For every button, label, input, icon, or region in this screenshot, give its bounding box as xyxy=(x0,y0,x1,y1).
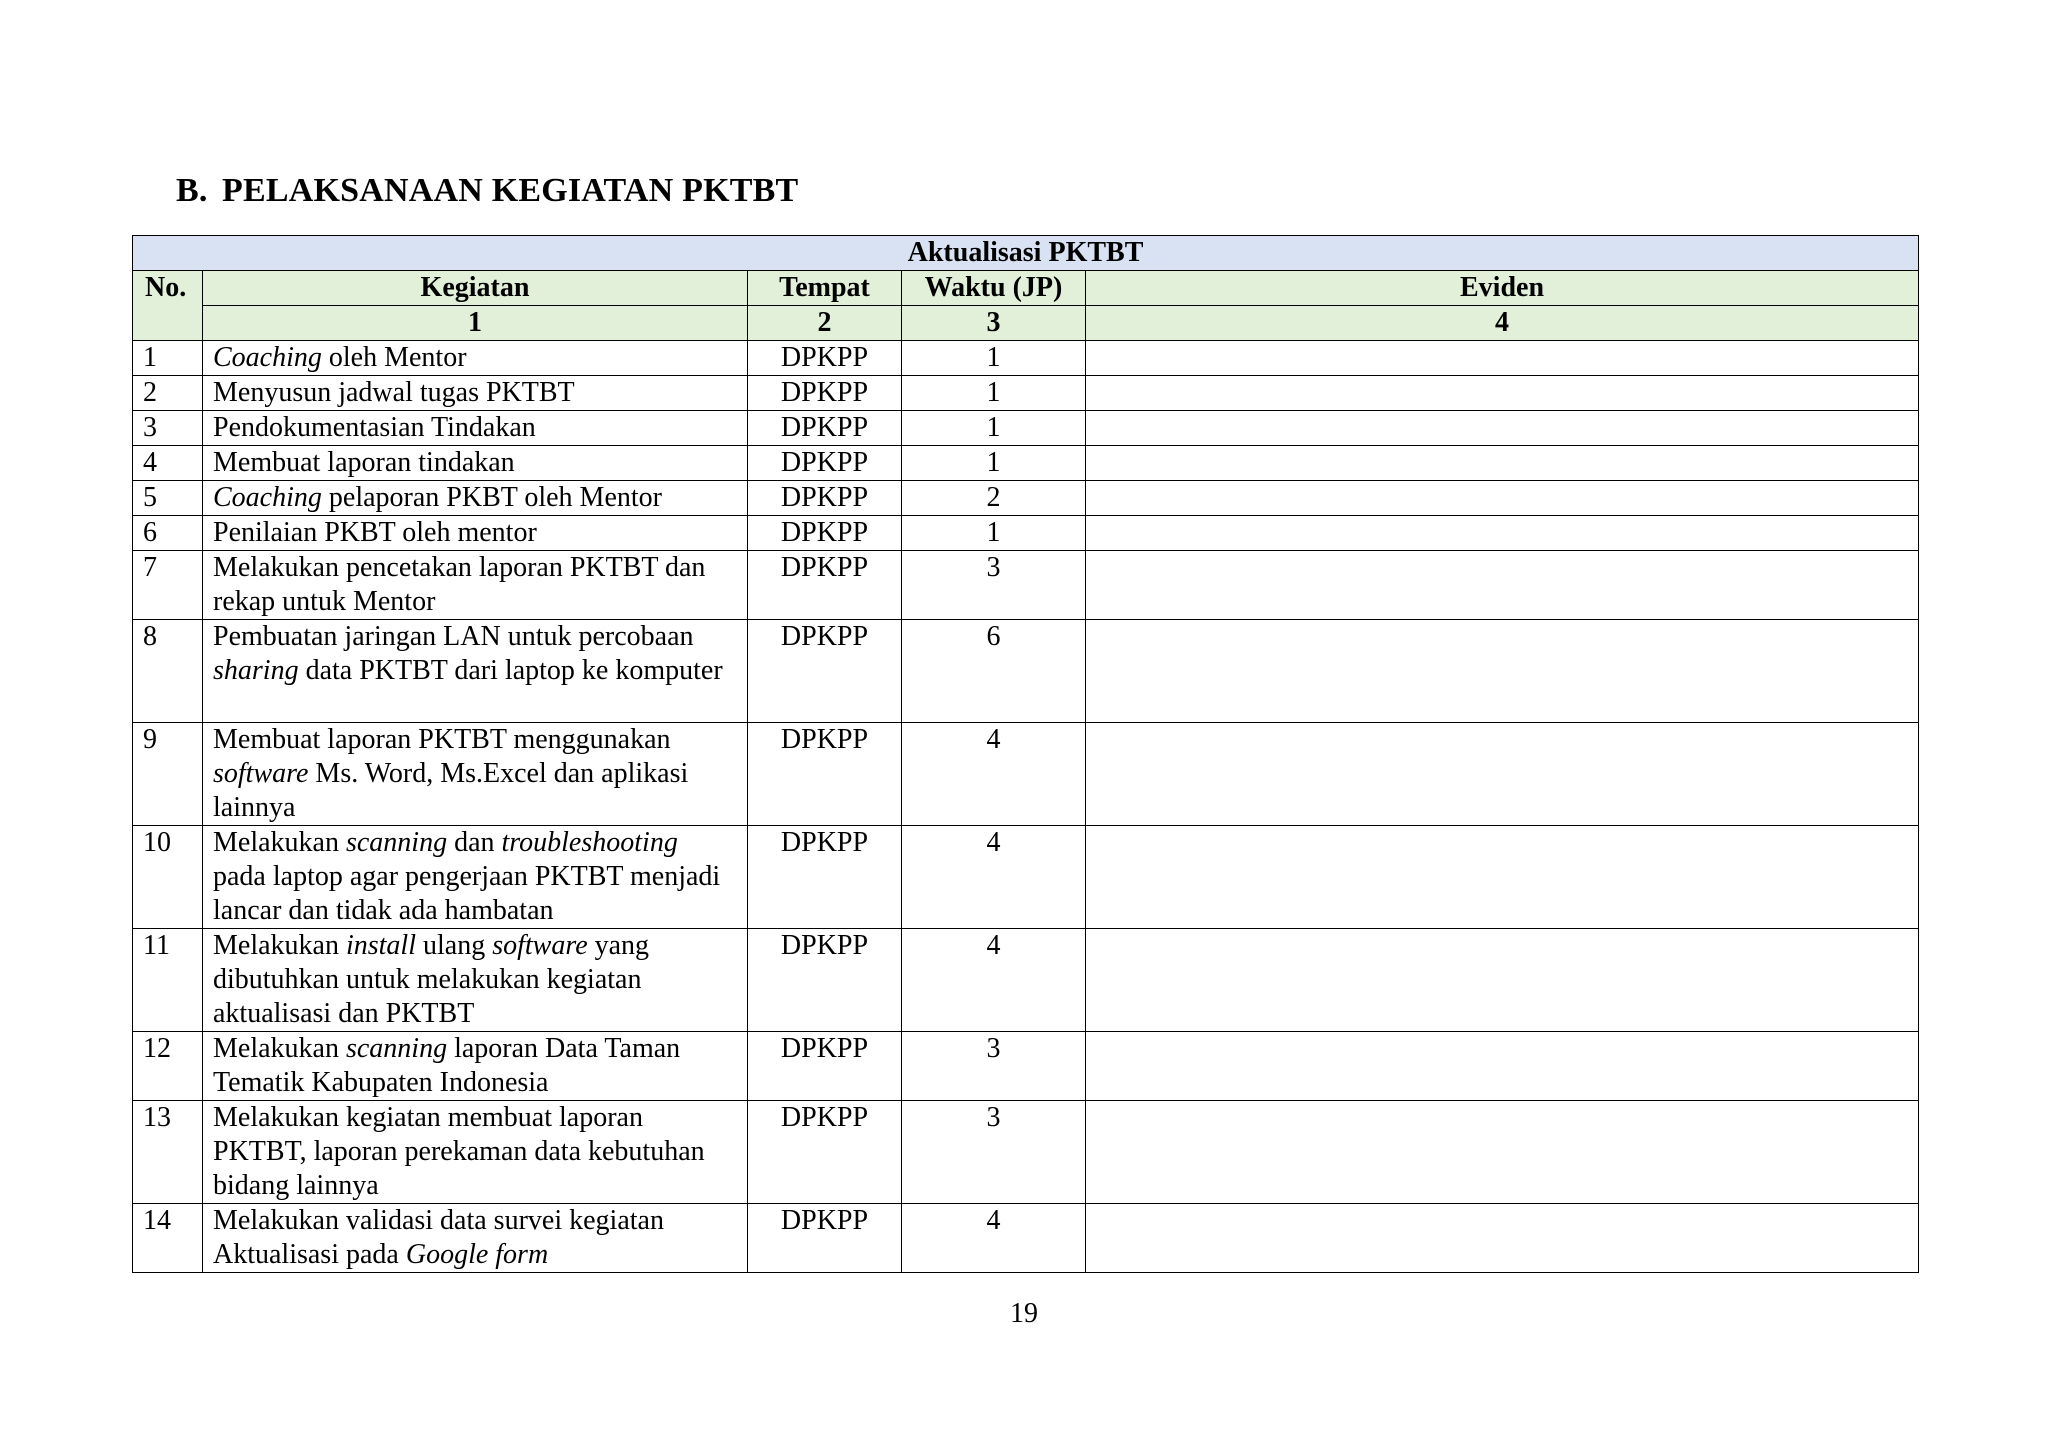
row-kegiatan xyxy=(203,516,748,551)
row-eviden xyxy=(1086,376,1919,411)
row-waktu: 1 xyxy=(902,341,1086,376)
row-kegiatan xyxy=(203,551,748,620)
table-row xyxy=(133,620,1919,723)
table-super-header-row xyxy=(133,236,1919,271)
kegiatan-italic-text: sharing xyxy=(213,655,299,686)
row-tempat: DPKPP xyxy=(748,411,902,446)
kegiatan-text: laporan Data Taman Tematik Kabupaten Indonesia xyxy=(213,1033,681,1098)
row-number: 4 xyxy=(133,446,203,481)
row-eviden xyxy=(1086,341,1919,376)
kegiatan-text: oleh Mentor xyxy=(321,342,467,373)
kegiatan-text: data PKTBT dari laptop ke komputer xyxy=(298,655,723,686)
column-number-1: 1 xyxy=(203,306,748,341)
kegiatan-italic-text: troubleshooting xyxy=(501,827,678,858)
row-eviden xyxy=(1086,1204,1919,1273)
row-waktu: 4 xyxy=(902,1204,1086,1273)
row-kegiatan xyxy=(203,481,748,516)
row-kegiatan xyxy=(203,826,748,929)
row-number: 7 xyxy=(133,551,203,620)
table-row xyxy=(133,411,1919,446)
kegiatan-text: Melakukan validasi data survei kegiatan Aktualisasi pada xyxy=(213,1205,664,1270)
row-kegiatan xyxy=(203,411,748,446)
row-tempat: DPKPP xyxy=(748,1101,902,1204)
row-number: 12 xyxy=(133,1032,203,1101)
table-row xyxy=(133,929,1919,1032)
row-kegiatan xyxy=(203,376,748,411)
section-title xyxy=(176,172,798,210)
row-number: 3 xyxy=(133,411,203,446)
table-row xyxy=(133,481,1919,516)
row-waktu: 4 xyxy=(902,929,1086,1032)
row-number: 11 xyxy=(133,929,203,1032)
kegiatan-italic-text: install xyxy=(345,930,416,961)
table-row xyxy=(133,1101,1919,1204)
kegiatan-italic-text: software xyxy=(492,930,588,961)
header-no: No. xyxy=(133,271,203,341)
row-eviden xyxy=(1086,446,1919,481)
section-number: B. xyxy=(176,172,208,209)
row-tempat: DPKPP xyxy=(748,551,902,620)
row-eviden xyxy=(1086,481,1919,516)
row-number: 10 xyxy=(133,826,203,929)
kegiatan-text: Membuat laporan PKTBT menggunakan xyxy=(213,724,671,755)
kegiatan-text: Membuat laporan tindakan xyxy=(213,447,515,478)
kegiatan-text: yang dibutuhkan untuk melakukan kegiatan aktualisasi dan PKTBT xyxy=(213,930,650,1029)
row-waktu: 1 xyxy=(902,446,1086,481)
row-number: 5 xyxy=(133,481,203,516)
row-tempat: DPKPP xyxy=(748,516,902,551)
row-eviden xyxy=(1086,516,1919,551)
row-waktu: 2 xyxy=(902,481,1086,516)
row-eviden xyxy=(1086,723,1919,826)
row-tempat: DPKPP xyxy=(748,929,902,1032)
table-row xyxy=(133,446,1919,481)
row-number: 2 xyxy=(133,376,203,411)
row-number: 14 xyxy=(133,1204,203,1273)
row-kegiatan xyxy=(203,929,748,1032)
row-kegiatan xyxy=(203,620,748,723)
kegiatan-text: Ms. Word, Ms.Excel dan aplikasi lainnya xyxy=(213,758,689,823)
kegiatan-text: dan xyxy=(447,827,502,858)
row-tempat: DPKPP xyxy=(748,376,902,411)
row-tempat: DPKPP xyxy=(748,341,902,376)
row-number: 8 xyxy=(133,620,203,723)
header-eviden: Eviden xyxy=(1086,271,1919,306)
row-tempat: DPKPP xyxy=(748,723,902,826)
kegiatan-text: pada laptop agar pengerjaan PKTBT menjadi lancar dan tidak ada hambatan xyxy=(213,861,721,926)
header-tempat: Tempat xyxy=(748,271,902,306)
kegiatan-italic-text: software xyxy=(213,758,309,789)
row-waktu: 3 xyxy=(902,551,1086,620)
page-number: 19 xyxy=(1010,1298,1038,1329)
table-header-row xyxy=(133,271,1919,306)
row-eviden xyxy=(1086,551,1919,620)
kegiatan-text: Penilaian PKBT oleh mentor xyxy=(213,517,537,548)
column-number-4: 4 xyxy=(1086,306,1919,341)
row-kegiatan xyxy=(203,723,748,826)
column-number-3: 3 xyxy=(902,306,1086,341)
table-row xyxy=(133,723,1919,826)
row-kegiatan xyxy=(203,1032,748,1101)
row-kegiatan xyxy=(203,446,748,481)
row-waktu: 4 xyxy=(902,826,1086,929)
row-tempat: DPKPP xyxy=(748,481,902,516)
kegiatan-text: pelaporan PKBT oleh Mentor xyxy=(321,482,662,513)
kegiatan-italic-text: scanning xyxy=(345,1033,448,1064)
row-waktu: 6 xyxy=(902,620,1086,723)
row-waktu: 1 xyxy=(902,376,1086,411)
row-eviden xyxy=(1086,929,1919,1032)
kegiatan-text: ulang xyxy=(415,930,493,961)
row-waktu: 4 xyxy=(902,723,1086,826)
row-number: 1 xyxy=(133,341,203,376)
row-kegiatan xyxy=(203,1204,748,1273)
kegiatan-text: Menyusun jadwal tugas PKTBT xyxy=(213,377,575,408)
kegiatan-italic-text: Coaching xyxy=(213,482,322,513)
row-number: 6 xyxy=(133,516,203,551)
section-title-text: PELAKSANAAN KEGIATAN PKTBT xyxy=(222,172,799,209)
kegiatan-italic-text: scanning xyxy=(345,827,448,858)
kegiatan-text: Melakukan xyxy=(213,827,346,858)
row-waktu: 1 xyxy=(902,516,1086,551)
row-number: 13 xyxy=(133,1101,203,1204)
table-super-header: Aktualisasi PKTBT xyxy=(133,236,1919,271)
row-eviden xyxy=(1086,1101,1919,1204)
row-kegiatan xyxy=(203,341,748,376)
activity-table xyxy=(132,235,1919,1273)
table-body xyxy=(133,341,1919,1273)
row-waktu: 3 xyxy=(902,1032,1086,1101)
row-eviden xyxy=(1086,620,1919,723)
row-eviden xyxy=(1086,826,1919,929)
header-waktu: Waktu (JP) xyxy=(902,271,1086,306)
table-row xyxy=(133,1032,1919,1101)
table-row xyxy=(133,551,1919,620)
row-waktu: 1 xyxy=(902,411,1086,446)
table-row xyxy=(133,826,1919,929)
row-tempat: DPKPP xyxy=(748,1204,902,1273)
kegiatan-italic-text: Coaching xyxy=(213,342,322,373)
table-row xyxy=(133,516,1919,551)
table-row xyxy=(133,341,1919,376)
row-tempat: DPKPP xyxy=(748,826,902,929)
row-kegiatan xyxy=(203,1101,748,1204)
row-tempat: DPKPP xyxy=(748,620,902,723)
kegiatan-text: Melakukan xyxy=(213,930,346,961)
kegiatan-text: Melakukan pencetakan laporan PKTBT dan rekap untuk Mentor xyxy=(213,552,706,617)
table-row xyxy=(133,1204,1919,1273)
kegiatan-text: Pembuatan jaringan LAN untuk percobaan xyxy=(213,621,694,652)
row-eviden xyxy=(1086,411,1919,446)
kegiatan-text: Melakukan kegiatan membuat laporan PKTBT, laporan perekaman data kebutuhan bidang lainnya xyxy=(213,1102,705,1201)
table-row xyxy=(133,376,1919,411)
column-number-2: 2 xyxy=(748,306,902,341)
kegiatan-text: Pendokumentasian Tindakan xyxy=(213,412,536,443)
row-tempat: DPKPP xyxy=(748,446,902,481)
row-eviden xyxy=(1086,1032,1919,1101)
header-kegiatan: Kegiatan xyxy=(203,271,748,306)
kegiatan-text: Melakukan xyxy=(213,1033,346,1064)
row-tempat: DPKPP xyxy=(748,1032,902,1101)
row-waktu: 3 xyxy=(902,1101,1086,1204)
row-number: 9 xyxy=(133,723,203,826)
table-column-number-row xyxy=(133,306,1919,341)
kegiatan-italic-text: Google form xyxy=(405,1239,549,1270)
